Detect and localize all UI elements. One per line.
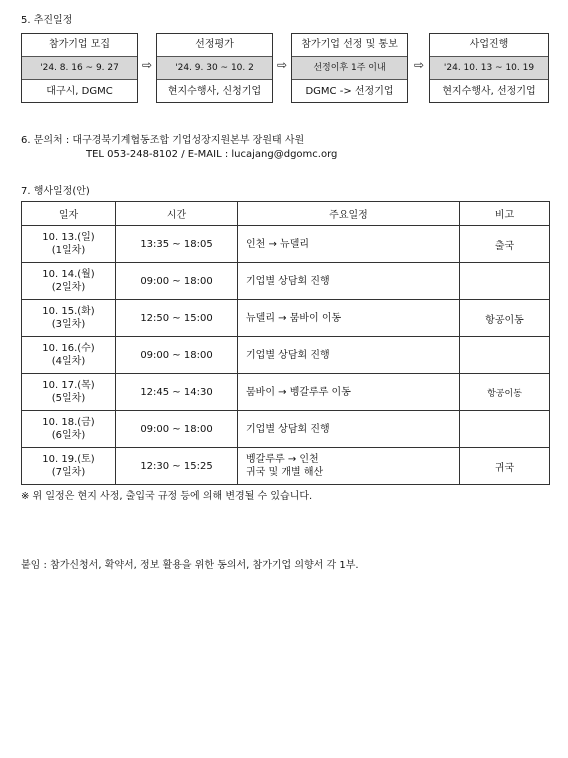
flow-arrow-icon: ⇨ [276, 58, 288, 72]
contact-tel-email: TEL 053-248-8102 / E-MAIL : lucajang@dgomc.org [86, 149, 338, 160]
flow-step-party: 대구시, DGMC [46, 86, 113, 97]
cell-time: 12:30 ~ 15:25 [116, 448, 238, 485]
cell-date: 10. 14.(월) (2일차) [22, 263, 116, 300]
cell-note: 출국 [460, 226, 550, 263]
header-date: 일자 [22, 202, 116, 226]
flow-arrow-icon: ⇨ [141, 58, 153, 72]
cell-time: 12:50 ~ 15:00 [116, 300, 238, 337]
table-row [22, 411, 550, 448]
cell-plan: 뉴델리 → 뭄바이 이동 [238, 300, 460, 337]
flow-step-title: 참가기업 선정 및 통보 [292, 34, 407, 57]
table-header-row [22, 202, 550, 226]
contact-line: 6. 문의처 : 대구경북기계협동조합 기업성장지원본부 장원태 사원 [21, 135, 305, 146]
cell-plan: 벵갈루루 → 인천 귀국 및 개별 해산 [238, 448, 460, 485]
table-row [22, 337, 550, 374]
table-row [22, 448, 550, 485]
cell-plan: 기업별 상담회 진행 [238, 337, 460, 374]
cell-date: 10. 19.(토) (7일차) [22, 448, 116, 485]
flow-step-date: '24. 10. 13 ~ 10. 19 [430, 57, 548, 80]
schedule-footnote: ※ 위 일정은 현지 사정, 출입국 규정 등에 의해 변경될 수 있습니다. [21, 491, 313, 502]
flow-step-date: 선정이후 1주 이내 [292, 57, 407, 80]
table-row [22, 300, 550, 337]
attachment-line: 붙임 : 참가신청서, 확약서, 정보 활용을 위한 동의서, 참가기업 의향서 각 1부. [21, 560, 359, 571]
flow-step-title: 사업진행 [430, 34, 548, 57]
cell-time: 13:35 ~ 18:05 [116, 226, 238, 263]
flow-step-title: 참가기업 모집 [22, 34, 137, 57]
cell-note: 항공이동 [460, 374, 550, 411]
flow-arrow-icon: ⇨ [413, 58, 425, 72]
flow-step-recruit [21, 33, 138, 103]
cell-plan: 기업별 상담회 진행 [238, 411, 460, 448]
section-5-title: 5. 추진일정 [21, 15, 73, 26]
flow-step-party: 현지수행사, 신청기업 [167, 86, 262, 97]
cell-time: 09:00 ~ 18:00 [116, 411, 238, 448]
cell-date: 10. 18.(금) (6일차) [22, 411, 116, 448]
table-row [22, 374, 550, 411]
flow-step-date: '24. 8. 16 ~ 9. 27 [22, 57, 137, 80]
cell-note [460, 337, 550, 374]
cell-plan: 뭄바이 → 벵갈루루 이동 [238, 374, 460, 411]
flow-step-party: DGMC -> 선정기업 [305, 86, 394, 97]
cell-note [460, 411, 550, 448]
cell-plan: 기업별 상담회 진행 [238, 263, 460, 300]
table-row [22, 263, 550, 300]
table-row [22, 226, 550, 263]
cell-time: 09:00 ~ 18:00 [116, 263, 238, 300]
flow-step-evaluation [156, 33, 273, 103]
header-time: 시간 [116, 202, 238, 226]
cell-note: 항공이동 [460, 300, 550, 337]
flow-step-title: 선정평가 [157, 34, 272, 57]
flow-step-date: '24. 9. 30 ~ 10. 2 [157, 57, 272, 80]
cell-time: 09:00 ~ 18:00 [116, 337, 238, 374]
flow-step-party: 현지수행사, 선정기업 [442, 86, 536, 97]
schedule-flow [21, 33, 549, 103]
event-schedule-table [21, 201, 550, 485]
cell-date: 10. 13.(일) (1일차) [22, 226, 116, 263]
cell-note: 귀국 [460, 448, 550, 485]
cell-note [460, 263, 550, 300]
cell-date: 10. 15.(화) (3일차) [22, 300, 116, 337]
cell-plan: 인천 → 뉴델리 [238, 226, 460, 263]
header-plan: 주요일정 [238, 202, 460, 226]
flow-step-execution [429, 33, 549, 103]
cell-time: 12:45 ~ 14:30 [116, 374, 238, 411]
flow-step-selection [291, 33, 408, 103]
cell-date: 10. 17.(목) (5일차) [22, 374, 116, 411]
section-7-title: 7. 행사일정(안) [21, 186, 90, 197]
header-note: 비고 [460, 202, 550, 226]
cell-date: 10. 16.(수) (4일차) [22, 337, 116, 374]
